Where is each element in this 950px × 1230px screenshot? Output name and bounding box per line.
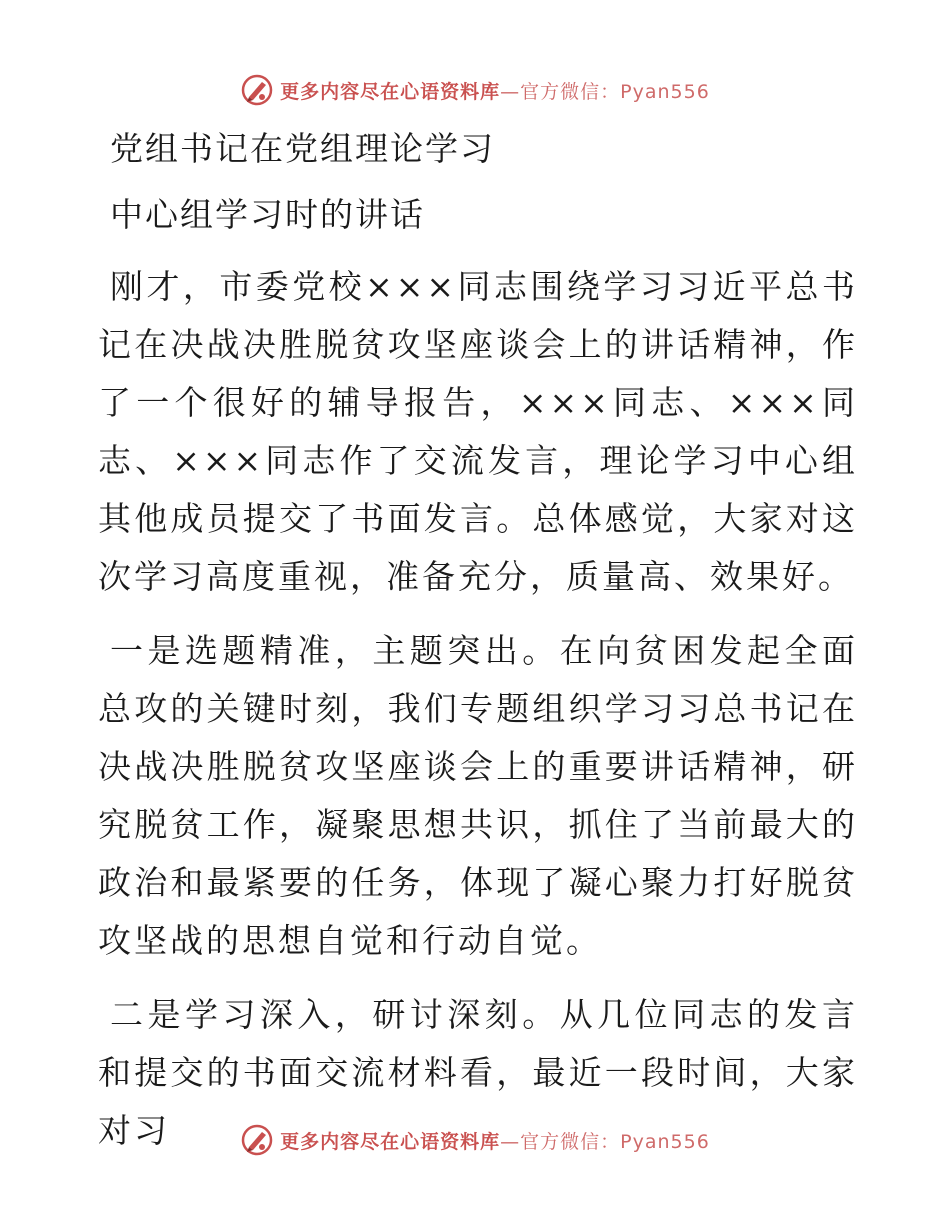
footer-banner-text [280,1127,710,1154]
footer-banner-main: 更多内容尽在心语资料库 [280,1130,501,1153]
document-title-line2: 中心组学习时的讲话 [110,195,425,234]
header-banner-text [280,77,710,104]
document-body [98,120,858,1160]
header-banner-main: 更多内容尽在心语资料库 [280,80,501,103]
paragraph-intro: 刚才，市委党校×××同志围绕学习习近平总书记在决战决胜脱贫攻坚座谈会上的讲话精神，作了一个很好的辅导报告，×××同志、×××同志、×××同志作了交流发言，理论学习中心组其他成员提交了书面发言。总体感觉，大家对这次学习高度重视，准备充分，质量高、效果好。 [98,267,858,596]
pen-logo-icon [240,1123,274,1157]
header-banner[interactable] [0,70,950,110]
footer-banner[interactable] [0,1120,950,1160]
paragraph-point-one: 一是选题精准，主题突出。在向贫困发起全面总攻的关键时刻，我们专题组织学习习总书记在决战决胜脱贫攻坚座谈会上的重要讲话精神，研究脱贫工作，凝聚思想共识，抓住了当前最大的政治和最紧要的任务，体现了凝心聚力打好脱贫攻坚战的思想自觉和行动自觉。 [98,631,858,960]
document-title-line1: 党组书记在党组理论学习 [110,129,495,168]
pen-logo-icon [240,73,274,107]
header-banner-suffix: —官方微信：Pyan556 [500,80,710,103]
footer-banner-suffix: —官方微信：Pyan556 [500,1130,710,1153]
paragraph-point-two: 二是学习深入，研讨深刻。从几位同志的发言和提交的书面交流材料看，最近一段时间，大家对习 [98,995,858,1150]
